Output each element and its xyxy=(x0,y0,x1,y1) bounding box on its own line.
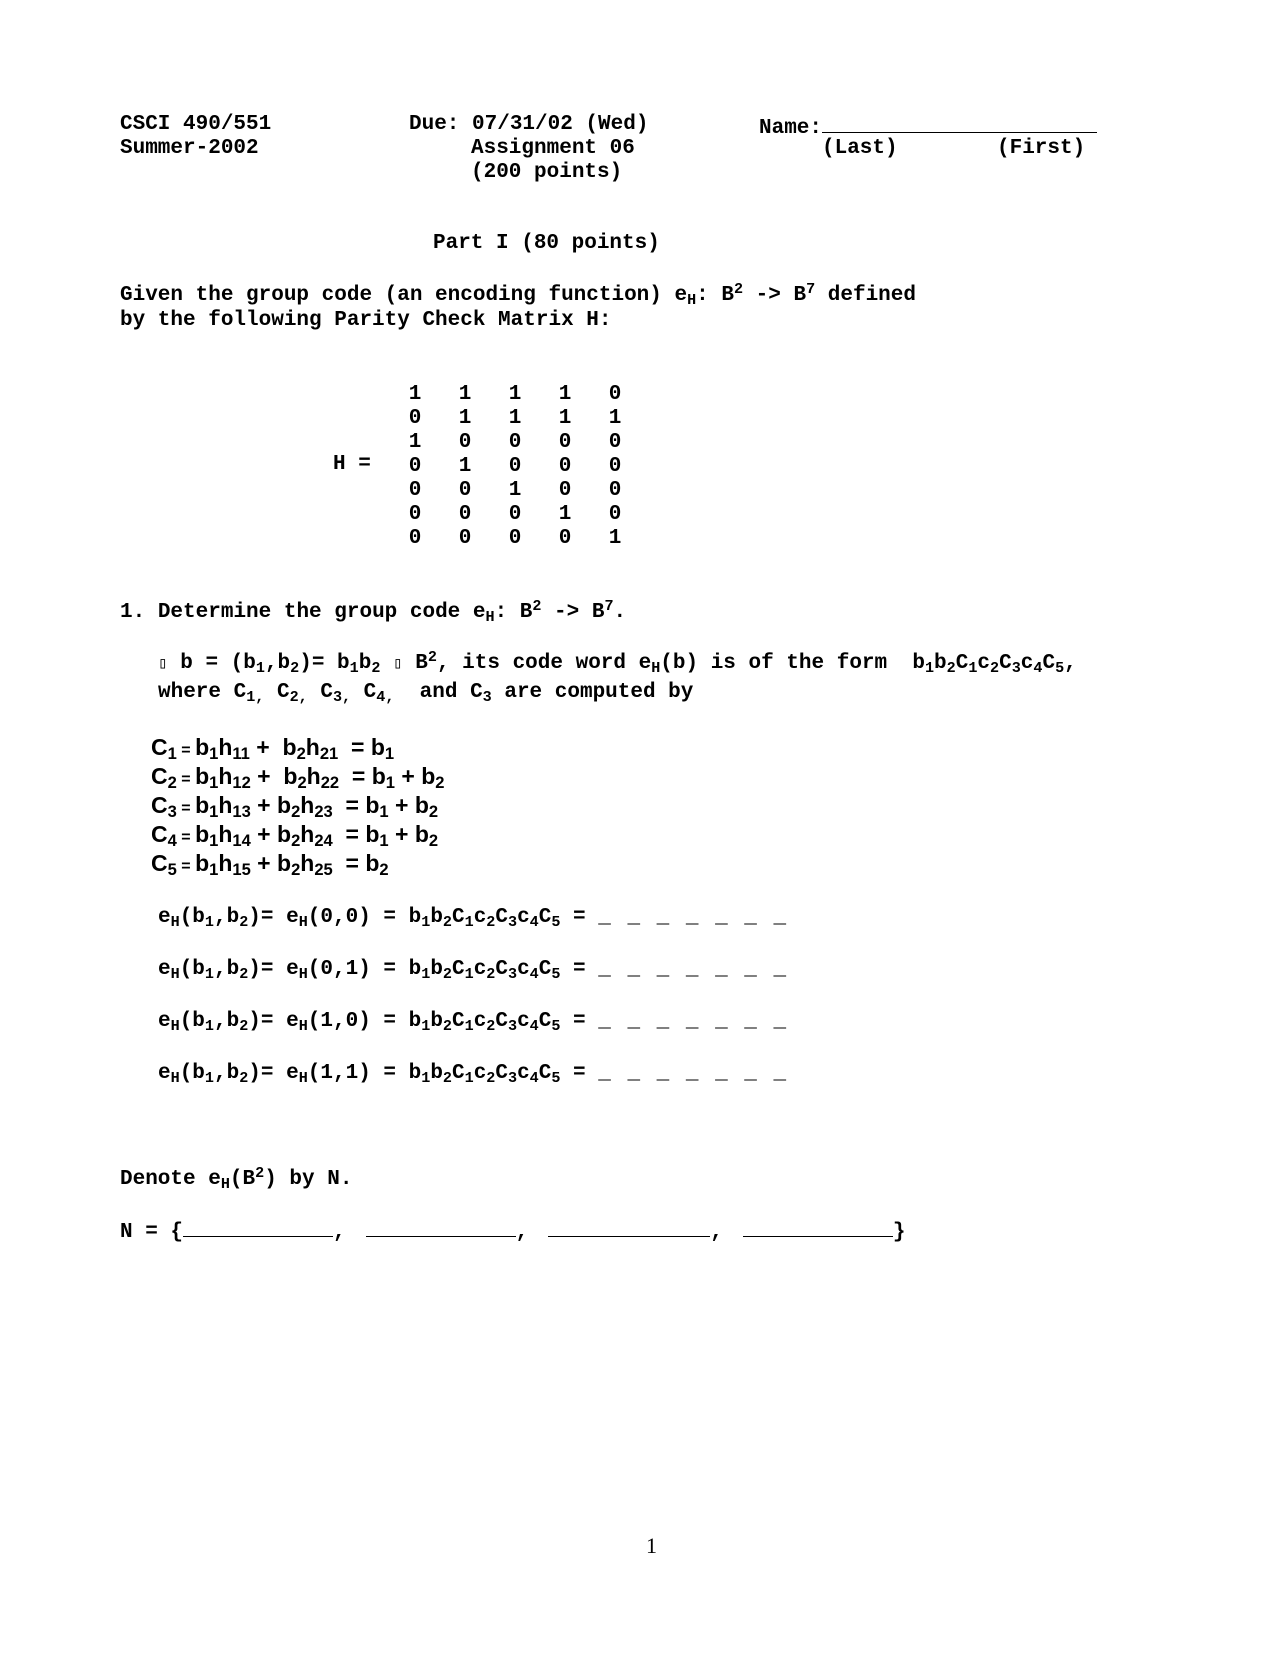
matrix-cell: 1 xyxy=(608,407,622,430)
matrix-cell: 0 xyxy=(608,455,622,478)
matrix-cell: 0 xyxy=(408,455,422,478)
check-bit-formula: $C_5 = b_1h_{15} + b_2h_{25} = b_2$ xyxy=(151,850,389,880)
term: Summer-2002 xyxy=(120,137,259,160)
check-bit-formula: $C_1 = b_1h_{11} + b_2h_{21} = b_1$ xyxy=(151,734,395,764)
intro-line-1: Given the group code (an encoding function) $e_H$: $B^2 -> B^7$ defined xyxy=(120,280,916,309)
matrix-cell: 0 xyxy=(608,479,622,502)
encoding-input: 0,0 xyxy=(320,906,359,929)
question-1: 1. Determine the group code $e_H$: $B^2 -> B^7$. xyxy=(120,597,627,626)
codeword-field-3[interactable] xyxy=(548,1217,710,1237)
denote-line: Denote $e_H(B^2)$ by N. xyxy=(120,1164,353,1193)
part-title: Part I (80 points) xyxy=(433,232,660,255)
encoding-row: $e_H(b_1,b_2)= e_H(1,0) = b_1b_2C_1c_2C_3c_4C_5$ = _ _ _ _ _ _ _ xyxy=(158,1010,789,1035)
matrix-cell: 1 xyxy=(408,383,422,406)
check-bit-formula: $C_2 = b_1h_{12} + b_2h_{22} = b_1 + b_2$ xyxy=(151,763,445,793)
codeword-field-1[interactable] xyxy=(183,1217,333,1237)
matrix-cell: 0 xyxy=(508,503,522,526)
matrix-cell: 1 xyxy=(508,407,522,430)
matrix-cell: 1 xyxy=(458,383,472,406)
matrix-cell: 1 xyxy=(558,407,572,430)
where-line: where $C_{1,}$ $C_{2,}$ $C_{3,}$ $C_{4,}$ and $C_3$ are computed by xyxy=(158,681,694,706)
codeword-field-4[interactable] xyxy=(743,1217,893,1237)
matrix-cell: 0 xyxy=(508,431,522,454)
codeword-blank[interactable]: _ _ _ _ _ _ _ xyxy=(598,1010,789,1033)
codeword-blank[interactable]: _ _ _ _ _ _ _ xyxy=(598,958,789,981)
matrix-cell: 0 xyxy=(458,503,472,526)
matrix-cell: 1 xyxy=(558,383,572,406)
name-label: Name: xyxy=(759,113,1097,141)
codeword-blank[interactable]: _ _ _ _ _ _ _ xyxy=(598,906,789,929)
matrix-cell: 1 xyxy=(608,527,622,550)
matrix-cell: 0 xyxy=(408,527,422,550)
matrix-cell: 0 xyxy=(558,479,572,502)
matrix-cell: 0 xyxy=(508,527,522,550)
matrix-label: H = xyxy=(333,453,371,476)
assignment-title: Assignment 06 xyxy=(471,137,635,160)
assignment-points: (200 points) xyxy=(471,161,623,184)
matrix-cell: 1 xyxy=(408,431,422,454)
encoding-row: $e_H(b_1,b_2)= e_H(1,1) = b_1b_2C_1c_2C_3c_4C_5$ = _ _ _ _ _ _ _ xyxy=(158,1062,789,1087)
matrix-cell: 0 xyxy=(458,527,472,550)
check-bit-formula: $C_4 = b_1h_{14} + b_2h_{24} = b_1 + b_2$ xyxy=(151,821,439,851)
matrix-cell: 0 xyxy=(558,455,572,478)
matrix-cell: 0 xyxy=(558,527,572,550)
encoding-input: 1,1 xyxy=(320,1062,359,1085)
matrix-cell: 1 xyxy=(508,383,522,406)
intro-line-2: by the following Parity Check Matrix H: xyxy=(120,309,612,332)
forall-glyph: ▯ xyxy=(158,655,168,673)
matrix-cell: 1 xyxy=(508,479,522,502)
codeword-field-2[interactable] xyxy=(366,1217,516,1237)
name-field[interactable] xyxy=(822,113,1097,133)
matrix-cell: 0 xyxy=(458,431,472,454)
matrix-cell: 0 xyxy=(408,503,422,526)
matrix-cell: 0 xyxy=(608,503,622,526)
course-code: CSCI 490/551 xyxy=(120,113,272,136)
forall-line: ▯ $b = (b_1,b_2)= b_1b_2$ ▯ $B^2$, its code word $e_H(b)$ is of the form $b_1b_2C_1c_2C_3c_4C_5$, xyxy=(158,648,1077,677)
page-number: 1 xyxy=(646,1533,657,1558)
first-name-label: (First) xyxy=(997,137,1086,160)
encoding-input: 1,0 xyxy=(320,1010,359,1033)
matrix-cell: 0 xyxy=(408,407,422,430)
set-line: N = { , , , } xyxy=(120,1217,905,1245)
matrix-cell: 0 xyxy=(608,383,622,406)
encoding-row: $e_H(b_1,b_2)= e_H(0,0) = b_1b_2C_1c_2C_3c_4C_5$ = _ _ _ _ _ _ _ xyxy=(158,906,789,931)
matrix-cell: 0 xyxy=(408,479,422,502)
due-date: Due: 07/31/02 (Wed) xyxy=(409,113,649,136)
codeword-blank[interactable]: _ _ _ _ _ _ _ xyxy=(598,1062,789,1085)
encoding-input: 0,1 xyxy=(320,958,359,981)
matrix-cell: 0 xyxy=(508,455,522,478)
matrix-cell: 1 xyxy=(458,407,472,430)
matrix-cell: 0 xyxy=(608,431,622,454)
check-bit-formula: $C_3 = b_1h_{13} + b_2h_{23} = b_1 + b_2$ xyxy=(151,792,439,822)
matrix-cell: 0 xyxy=(558,431,572,454)
encoding-row: $e_H(b_1,b_2)= e_H(0,1) = b_1b_2C_1c_2C_3c_4C_5$ = _ _ _ _ _ _ _ xyxy=(158,958,789,983)
matrix-cell: 1 xyxy=(558,503,572,526)
last-name-label: (Last) xyxy=(822,137,898,160)
matrix-cell: 1 xyxy=(458,455,472,478)
matrix-cell: 0 xyxy=(458,479,472,502)
element-of-glyph: ▯ xyxy=(393,655,403,673)
